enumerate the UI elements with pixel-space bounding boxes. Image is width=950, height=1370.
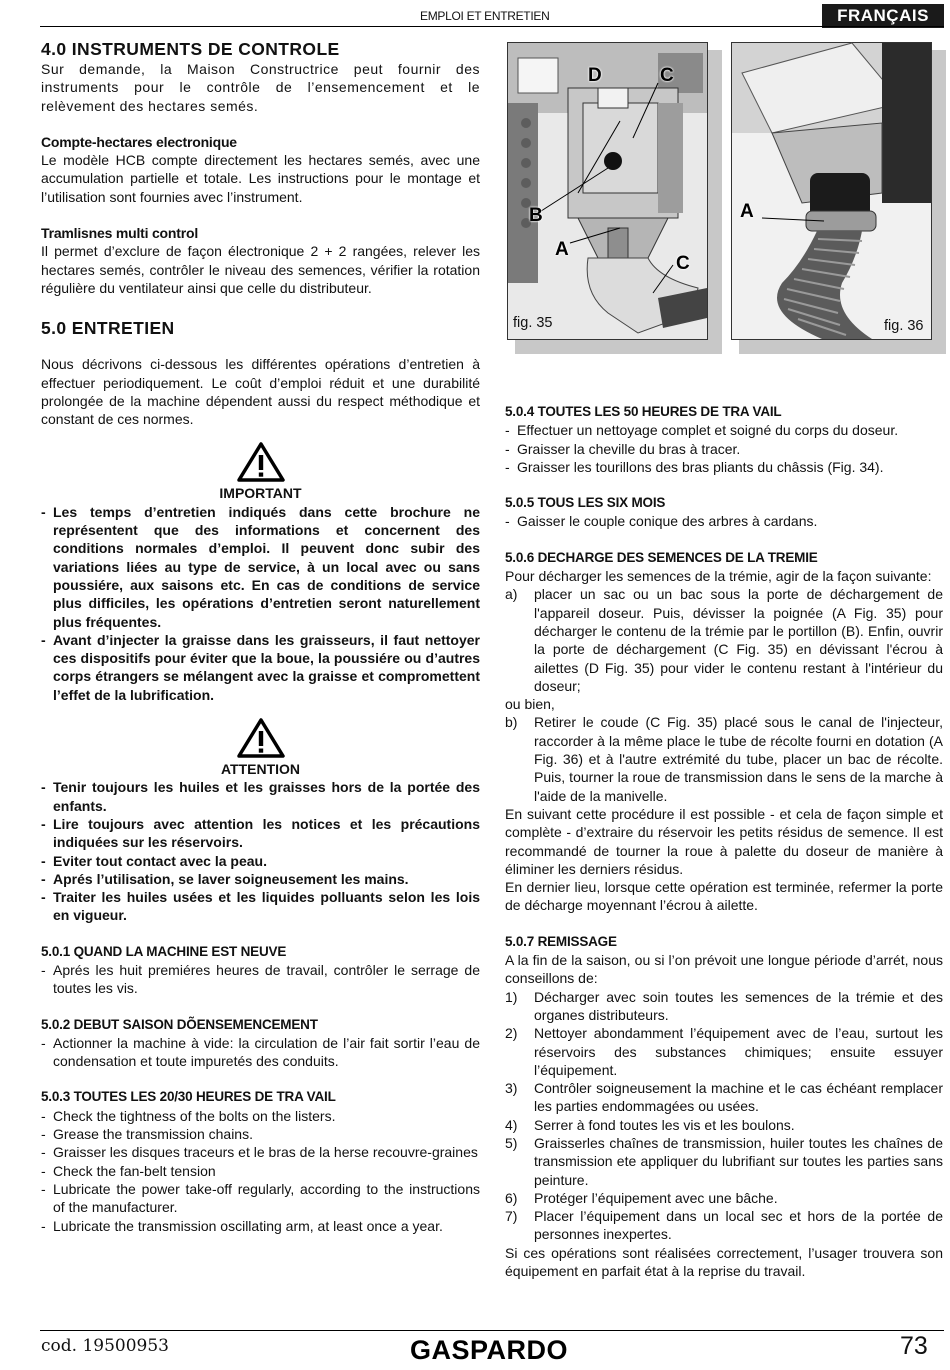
list-item: - Aprés les huit premiéres heures de travail, contrôler le serrage de toutes les vis. <box>41 961 480 997</box>
language-tab: FRANÇAIS <box>822 4 944 28</box>
hcb-text: Le modèle HCB compte directement les hectares semés, avec une accumulation partielle et totale. Les instructions pour le montage et l’utilisation sont fournies avec l’instrument. <box>41 152 480 205</box>
fig35-label-b: B <box>529 205 543 226</box>
s506-or: ou bien, <box>505 696 555 713</box>
fig36-label-a: A <box>740 201 754 222</box>
list-item: - Check the fan-belt tension <box>41 1162 216 1179</box>
list-item: - Les temps d’entretien indiqués dans cette brochure ne représentent que des informations et concernent des conditions normales d’emploi. Il peuvent donc subir des variations liées au type de service, à un local avec ou sans poussiére, aux saisons etc. En cas de conditions de service plus difficiles, les opérations d’entretien seront naturellement plus fréquentes. <box>41 503 480 630</box>
tramlines-text: Il permet d’exclure de façon électronique 2 + 2 rangées, relever les hectares semés, contrôler le niveau des semences, vérifier la rotation régulière du ventilateur ainsi que celle du distributeur. <box>41 243 480 296</box>
attention-warning <box>41 718 480 778</box>
list-item: - Eviter tout contact avec la peau. <box>41 852 267 869</box>
list-item: - Check the tightness of the bolts on the listers. <box>41 1107 336 1124</box>
list-item: 7) Placer l’équipement dans un local sec et hors de la portée de personnes inexpertes. <box>505 1208 943 1243</box>
s505-list <box>505 512 943 530</box>
fig36-photo <box>731 42 932 340</box>
list-item: 4) Serrer à fond toutes les vis et les boulons. <box>505 1116 795 1133</box>
list-item: - Traiter les huiles usées et les liquides polluants selon les lois en vigueur. <box>41 889 480 924</box>
s502-heading: 5.0.2 DEBUT SAISON DÕENSEMENCEMENT <box>41 1016 318 1032</box>
important-label: IMPORTANT <box>219 485 302 502</box>
attention-list <box>41 778 480 924</box>
running-header: EMPLOI ET ENTRETIEN <box>420 9 550 23</box>
fig35-caption: fig. 35 <box>513 315 553 331</box>
s506-paragraph-1: En suivant cette procédure il est possible - et cela de façon simple et complète - d’extraire du réservoir les petits résidus de semence. Il est recommandé de tourner la roue à palette du doseur de manière à éliminer les derniers résidus. <box>505 805 943 877</box>
list-item: - Lubricate the power take-off regularly, according to the instructions of the manufacturer. <box>41 1180 480 1216</box>
list-item: a) placer un sac ou un bac sous la porte de déchargement de l'appareil doseur. Puis, dévisser la poignée (A Fig. 35) pour décharger le contenu de la trémie par le portillon (B). Enfin, ouvrir la porte de déchargement (C Fig. 35) en dévissant l'écrou à ailettes (D Fig. 35) pour vider le contenu restant à l'intérieur du doseur; <box>505 586 943 694</box>
important-warning <box>41 442 480 502</box>
collection-tube-illustration <box>732 43 931 339</box>
section-5-intro: Nous décrivons ci-dessous les différentes opérations d’entretien à effectuer periodiquement. Le coût d’emploi réduit et une durabilité prolongée de la machine dépendent aussi du respect méthodique et constant de ces normes. <box>41 356 480 428</box>
s501-list <box>41 961 480 998</box>
gaspardo-logo <box>409 1335 569 1365</box>
list-item: 5) Graisserles chaînes de transmission, huiler toutes les chaînes de transmission ete appliquer du lubrifiant sur toutes les parties sans peinture. <box>505 1134 943 1188</box>
left-column <box>41 38 480 1235</box>
tramlines-heading: Tramlisnes multi control <box>41 225 199 242</box>
list-item: b) Retirer le coude (C Fig. 35) placé sous le canal de l'injecteur, raccorder à la même place le tube de récolte fourni en dotation (A Fig. 36) et à l'autre extrémité du tube, placer un bac de récolte. Puis, tourner la roue de transmission dans le sens de la marche à l'aide de la manivelle. <box>505 714 943 804</box>
list-item: 6) Protéger l’équipement avec une bâche. <box>505 1189 778 1206</box>
document-code: cod. 19500953 <box>41 1336 169 1356</box>
list-item: 1) Décharger avec soin toutes les semences de la trémie et des organes distributeurs. <box>505 988 943 1023</box>
list-item: - Graisser les tourillons des bras pliants du châssis (Fig. 34). <box>505 458 884 475</box>
section-4-title: 4.0 INSTRUMENTS DE CONTROLE <box>41 39 340 59</box>
s507-intro: A la fin de la saison, ou si l’on prévoit une longue période d’arrét, nous conseillons de: <box>505 952 943 987</box>
hcb-heading: Compte-hectares electronique <box>41 133 237 150</box>
s503-list <box>41 1107 480 1235</box>
important-list <box>41 503 480 704</box>
fig35-label-d: D <box>588 65 602 86</box>
list-item: - Lubricate the transmission oscillating arm, at least once a year. <box>41 1217 443 1234</box>
s506-heading: 5.0.6 DECHARGE DES SEMENCES DE LA TREMIE <box>505 549 818 565</box>
fig35-label-a: A <box>555 239 569 260</box>
fig36-caption: fig. 36 <box>884 318 924 334</box>
list-item: - Grease the transmission chains. <box>41 1126 253 1143</box>
s503-heading: 5.0.3 TOUTES LES 20/30 HEURES DE TRA VAIL <box>41 1089 336 1105</box>
warning-triangle-icon <box>237 442 285 482</box>
section-5-title: 5.0 ENTRETIEN <box>41 318 175 339</box>
s504-heading: 5.0.4 TOUTES LES 50 HEURES DE TRA VAIL <box>505 404 782 419</box>
fig35-label-c-top: C <box>660 65 674 86</box>
s507-list <box>505 988 943 1244</box>
fig35-label-c-bottom: C <box>676 253 690 274</box>
brand-wordmark: GASPARDO <box>409 1335 569 1365</box>
s506-paragraph-2: En dernier lieu, lorsque cette opération est terminée, refermer la porte de décharge moyennant l’écrou à ailette. <box>505 879 943 914</box>
list-item: 2) Nettoyer abondamment l’équipement avec de l’eau, surtout les réservoirs des substances chimiques; ensuite essuyer l’équipement. <box>505 1025 943 1078</box>
s506-steps <box>505 585 943 695</box>
list-item: - Gaisser le couple conique des arbres à cardans. <box>505 513 818 530</box>
list-item: - Avant d’injecter la graisse dans les graisseurs, il faut nettoyer ces dispositifs pour éviter que la boue, la poussiére ou d’autres corps étrangers se mélangent avec la graisse et compromettent l’effet de la lubrification. <box>41 631 480 703</box>
list-item: - Aprés l’utilisation, se laver soigneusement les mains. <box>41 870 409 887</box>
s506-steps-b <box>505 713 943 804</box>
s506-intro: Pour décharger les semences de la trémie, agir de la façon suivante: <box>505 568 932 585</box>
section-4-intro: Sur demande, la Maison Constructrice peut fournir des instruments pour le contrôle de l’ensemencement et le relèvement des hectares semés. <box>41 61 480 114</box>
s501-heading: 5.0.1 QUAND LA MACHINE EST NEUVE <box>41 943 287 959</box>
footer-rule <box>40 1330 944 1331</box>
list-item: 3) Contrôler soigneusement la machine et le cas échéant remplacer les parties endommagées ou usées. <box>505 1080 943 1115</box>
s504-list <box>505 421 943 476</box>
list-item: - Tenir toujours les huiles et les graisses hors de la portée des enfants. <box>41 779 480 814</box>
fig35-photo <box>507 42 708 340</box>
attention-label: ATTENTION <box>220 761 301 778</box>
s502-list <box>41 1034 480 1071</box>
list-item: - Lire toujours avec attention les notices et les précautions indiquées sur les réservoirs. <box>41 815 480 851</box>
warning-triangle-icon <box>237 718 285 758</box>
seed-metering-unit-illustration <box>508 43 707 339</box>
list-item: - Graisser la cheville du bras à tracer. <box>505 440 741 457</box>
list-item: - Effectuer un nettoyage complet et soigné du corps du doseur. <box>505 422 899 439</box>
page-number: 73 <box>900 1332 928 1360</box>
list-item: - Graisser les disques traceurs et le bras de la herse recouvre-graines <box>41 1144 478 1161</box>
list-item: - Actionner la machine à vide: la circulation de l’air fait sortir l’eau de condensation et toute impuretés des conduits. <box>41 1034 480 1070</box>
right-column <box>505 403 943 1280</box>
s507-heading: 5.0.7 REMISSAGE <box>505 933 617 949</box>
s507-outro: Si ces opérations sont réalisées correctement, l’usager trouvera son équipement en parfait état à la reprise du travail. <box>505 1244 943 1280</box>
s505-heading: 5.0.5 TOUS LES SIX MOIS <box>505 495 666 511</box>
header-rule <box>40 26 944 27</box>
